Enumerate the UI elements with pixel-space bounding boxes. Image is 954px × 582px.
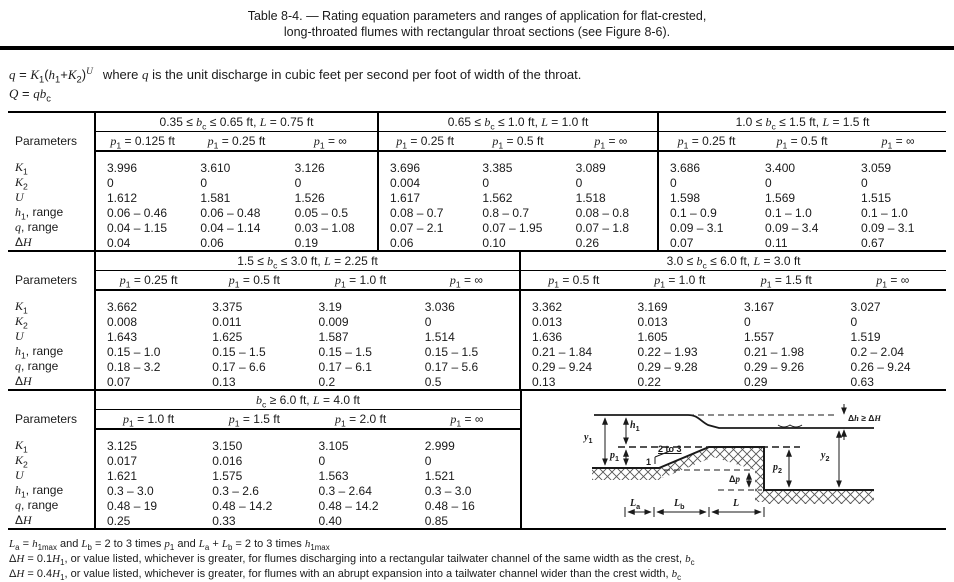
value-cell: 0.09 – 3.1 — [861, 220, 915, 235]
row-label: ΔH — [8, 513, 95, 528]
value-cell: 0.29 — [744, 374, 768, 389]
value-cell: 0 — [200, 175, 208, 190]
value-cell: 0 — [482, 175, 490, 190]
value-cell: 1.518 — [565, 190, 658, 205]
value-cell: 0.17 – 5.6 — [414, 359, 520, 374]
value-cell: 0 — [565, 175, 658, 190]
value-cell: 3.126 — [284, 151, 378, 175]
value-cell: 1.521 — [424, 468, 455, 483]
value-cell: 0.3 – 2.64 — [318, 483, 372, 498]
figure-label-dp: Δp — [729, 474, 740, 484]
table-block-1 — [8, 111, 946, 250]
value-cell: 0.8 – 0.7 — [482, 205, 530, 220]
value-cell: 0 — [107, 175, 114, 190]
value-cell: 0.26 — [565, 235, 658, 250]
row-label: $K_1$ — [8, 151, 95, 175]
row-label: U — [8, 468, 95, 483]
value-cell: 1.557 — [744, 329, 775, 344]
value-cell: 0.48 – 19 — [107, 498, 158, 513]
table-block-2 — [8, 250, 946, 389]
value-cell: 1.636 — [532, 329, 563, 344]
value-cell: 1.643 — [107, 329, 138, 344]
p1-column-header: $p_1 = 1.5$ ft — [201, 410, 307, 430]
value-cell: 1.625 — [212, 329, 243, 344]
p1-column-header: $p_1 = 1.0$ ft — [627, 271, 734, 291]
value-cell: 0.004 — [390, 175, 421, 190]
value-cell: 0.63 — [850, 374, 874, 389]
value-cell: 0.08 – 0.8 — [565, 205, 658, 220]
row-label: $h_1$, range — [8, 205, 95, 220]
row-label: U — [8, 190, 95, 205]
value-cell: 0.17 – 6.6 — [212, 359, 266, 374]
p1-column-header: $p_1$ = ∞ — [565, 132, 658, 152]
value-cell: 1.575 — [212, 468, 243, 483]
value-cell: 1.605 — [637, 329, 668, 344]
value-cell: 0.013 — [532, 314, 563, 329]
figure-label-slope-unit: 1 — [646, 457, 652, 467]
value-cell: 0.29 – 9.24 — [532, 359, 593, 374]
table-title-line1: Table 8-4. — Rating equation parameters and ranges of application for flat-crested, — [247, 9, 707, 23]
value-cell: 0.3 – 3.0 — [424, 483, 472, 498]
p1-column-header: $p_1 = 0.125$ ft — [95, 132, 189, 152]
value-cell: 3.036 — [414, 290, 520, 314]
value-cell: 3.125 — [107, 439, 138, 453]
value-cell: 0.3 – 3.0 — [107, 483, 154, 498]
group-range-header: $0.65 \le b_c \le 1.0$ ft, L = 1.0 ft — [378, 112, 658, 132]
footnote-1: $L_a = h_{1max}$ and $L_b = 2$ to 3 times $p_1$ and $L_a + L_b = 2$ to 3 times $h_{1max}$ — [9, 538, 330, 553]
value-cell: 0.33 — [212, 513, 236, 528]
value-cell: 0.04 — [107, 235, 131, 250]
value-cell: 0.19 — [284, 235, 378, 250]
value-cell: 0.18 – 3.2 — [107, 359, 161, 374]
value-cell: 0.05 – 0.5 — [284, 205, 378, 220]
value-cell: 0.06 – 0.48 — [200, 205, 261, 220]
value-cell: 0.15 – 1.5 — [414, 344, 520, 359]
group-range-header: $0.35 \le b_c \le 0.65$ ft, L = 0.75 ft — [95, 112, 378, 132]
value-cell: 0.017 — [107, 453, 138, 468]
figure-label-h1: $h_1$ — [630, 420, 640, 433]
p1-column-header: $p_1 = 0.25$ ft — [95, 271, 201, 291]
value-cell: 0.06 — [390, 235, 414, 250]
figure-label-lb: $L_b$ — [674, 498, 685, 511]
row-label: q, range — [8, 220, 95, 235]
p1-column-header: $p_1 = 2.0$ ft — [308, 410, 414, 430]
value-cell: 0 — [861, 175, 868, 190]
value-cell: 1.519 — [850, 329, 881, 344]
p1-column-header: $p_1 = 0.25$ ft — [658, 132, 754, 152]
table-title-line2: long-throated flumes with rectangular throat sections (see Figure 8-6). — [283, 25, 671, 39]
figure-label-y1: $y_1$ — [584, 432, 593, 445]
row-label: $h_1$, range — [8, 483, 95, 498]
value-cell: 0.29 – 9.26 — [744, 359, 805, 374]
title-rule — [0, 46, 954, 50]
group-range-header: $3.0 \le b_c \le 6.0$ ft, L = 3.0 ft — [520, 251, 946, 271]
value-cell: 0.06 — [200, 235, 224, 250]
value-cell: 1.526 — [284, 190, 378, 205]
value-cell: 0.07 — [107, 374, 131, 389]
value-cell: 1.587 — [318, 329, 349, 344]
value-cell: 2.999 — [424, 439, 455, 453]
row-label: $K_1$ — [8, 290, 95, 314]
figure-label-p1: $p_1$ — [610, 450, 620, 463]
figure-label-la: $L_a$ — [630, 498, 641, 511]
value-cell: 0 — [318, 453, 326, 468]
value-cell: 3.027 — [850, 300, 881, 314]
value-cell: 0.09 – 3.4 — [765, 220, 819, 235]
value-cell: 0.013 — [637, 314, 668, 329]
value-cell: 0.22 — [637, 374, 661, 389]
value-cell: 3.400 — [765, 161, 796, 175]
value-cell: 0.13 — [212, 374, 236, 389]
value-cell: 3.385 — [482, 161, 513, 175]
value-cell: 0.11 — [765, 235, 788, 250]
value-cell: 3.696 — [390, 161, 421, 175]
value-cell: 3.19 — [318, 300, 342, 314]
parameters-header: Parameters — [8, 391, 95, 429]
table-block-3-grid — [8, 391, 520, 528]
value-cell: 0 — [284, 175, 378, 190]
value-cell: 0.1 – 0.9 — [670, 205, 717, 220]
value-cell: 0.2 — [318, 374, 336, 389]
value-cell: 0.09 – 3.1 — [670, 220, 724, 235]
footnotes — [9, 537, 954, 582]
flume-figure — [520, 391, 946, 528]
value-cell: 0.48 – 14.2 — [318, 498, 379, 513]
value-cell: 0.08 – 0.7 — [390, 205, 444, 220]
footnote-2: $\Delta H = 0.1H_1$, or value listed, whichever is greater, for flumes discharging into a rectangular tailwater channel of the same width as the crest, $b_c$ — [9, 553, 695, 568]
p1-column-header: $p_1 = 1.0$ ft — [95, 410, 201, 430]
equation-line1: $q = K_1(h_1+K_2)^U$ where q is the unit discharge in cubic feet per second per foot of width of the throat. — [9, 66, 582, 85]
value-cell: 1.562 — [482, 190, 513, 205]
value-cell: 0.009 — [318, 314, 349, 329]
value-cell: 0.15 – 1.0 — [107, 344, 161, 359]
value-cell: 1.617 — [390, 190, 421, 205]
row-label: U — [8, 329, 95, 344]
value-cell: 1.598 — [670, 190, 701, 205]
p1-column-header: $p_1$ = ∞ — [414, 271, 520, 291]
row-label: q, range — [8, 359, 95, 374]
value-cell: 3.150 — [212, 439, 243, 453]
figure-label-y2: $y_2$ — [821, 450, 830, 463]
value-cell: 1.515 — [861, 190, 892, 205]
figure-label-slope: 2 to 3 — [658, 444, 682, 454]
value-cell: 3.169 — [637, 300, 668, 314]
value-cell: 0.2 – 2.04 — [850, 344, 904, 359]
value-cell: 0.13 — [532, 374, 556, 389]
figure-label-l: L — [733, 498, 740, 509]
value-cell: 0.48 – 14.2 — [212, 498, 273, 513]
row-label: $K_2$ — [8, 453, 95, 468]
table-block-3 — [8, 389, 946, 530]
value-cell: 0.3 – 2.6 — [212, 483, 259, 498]
group-range-header: $b_c \ge 6.0$ ft, L = 4.0 ft — [95, 391, 520, 410]
value-cell: 0.10 — [482, 235, 506, 250]
p1-column-header: $p_1$ = ∞ — [850, 132, 946, 152]
group-range-header: $1.0 \le b_c \le 1.5$ ft, L = 1.5 ft — [658, 112, 946, 132]
value-cell: 3.662 — [107, 300, 138, 314]
value-cell: 0.85 — [424, 513, 449, 528]
footnote-3: $\Delta H = 0.4H_1$, or value listed, whichever is greater, for flumes with an abrupt expansion into a tailwater channel wider than the crest width, $b_c$ — [9, 568, 682, 582]
value-cell: 0 — [744, 314, 751, 329]
value-cell: 3.375 — [212, 300, 243, 314]
value-cell: 0 — [424, 453, 432, 468]
value-cell: 0.04 – 1.15 — [107, 220, 168, 235]
p1-column-header: $p_1 = 0.5$ ft — [520, 271, 627, 291]
row-label: $K_2$ — [8, 175, 95, 190]
value-cell: 0.1 – 1.0 — [765, 205, 812, 220]
row-label: $K_2$ — [8, 314, 95, 329]
value-cell: 1.621 — [107, 468, 138, 483]
p1-column-header: $p_1 = 0.5$ ft — [471, 132, 564, 152]
value-cell: 0.15 – 1.5 — [318, 344, 372, 359]
p1-column-header: $p_1$ = ∞ — [414, 410, 520, 430]
value-cell: 0 — [850, 314, 858, 329]
value-cell: 0.008 — [107, 314, 138, 329]
parameters-header: Parameters — [8, 112, 95, 151]
value-cell: 0.07 — [670, 235, 694, 250]
value-cell: 3.362 — [532, 300, 563, 314]
parameters-table — [8, 111, 946, 530]
value-cell: 0.21 – 1.98 — [744, 344, 805, 359]
table-title — [0, 0, 954, 40]
value-cell: 3.059 — [861, 161, 892, 175]
value-cell: 0.40 — [318, 513, 342, 528]
value-cell: 3.167 — [744, 300, 775, 314]
value-cell: 0.5 — [414, 374, 520, 389]
value-cell: 1.514 — [414, 329, 520, 344]
value-cell: 0.17 – 6.1 — [318, 359, 372, 374]
p1-column-header: $p_1 = 0.5$ ft — [754, 132, 850, 152]
value-cell: 3.610 — [200, 161, 231, 175]
value-cell: 3.996 — [107, 161, 138, 175]
p1-column-header: $p_1 = 0.25$ ft — [378, 132, 471, 152]
p1-column-header: $p_1 = 1.5$ ft — [733, 271, 840, 291]
value-cell: 0.67 — [861, 235, 885, 250]
value-cell: 0.07 – 2.1 — [390, 220, 444, 235]
value-cell: 0.21 – 1.84 — [532, 344, 593, 359]
value-cell: 0.29 – 9.28 — [637, 359, 698, 374]
value-cell: 0.03 – 1.08 — [284, 220, 378, 235]
value-cell: 0.22 – 1.93 — [637, 344, 698, 359]
p1-column-header: $p_1 = 1.0$ ft — [308, 271, 414, 291]
value-cell: 0.07 – 1.8 — [565, 220, 658, 235]
figure-label-head-loss: Δh ≥ ΔH — [848, 413, 881, 423]
value-cell: 0.04 – 1.14 — [200, 220, 261, 235]
value-cell: 0 — [765, 175, 772, 190]
row-label: ΔH — [8, 235, 95, 250]
value-cell: 0.07 – 1.95 — [482, 220, 543, 235]
p1-column-header: $p_1$ = ∞ — [840, 271, 947, 291]
parameters-header: Parameters — [8, 251, 95, 290]
row-label: $h_1$, range — [8, 344, 95, 359]
value-cell: 0.25 — [107, 513, 131, 528]
value-cell: 0 — [414, 314, 520, 329]
value-cell: 0 — [670, 175, 677, 190]
value-cell: 1.569 — [765, 190, 796, 205]
value-cell: 3.089 — [565, 151, 658, 175]
rating-equation — [9, 65, 954, 103]
value-cell: 1.563 — [318, 468, 349, 483]
p1-column-header: $p_1$ = ∞ — [284, 132, 378, 152]
equation-line2: $Q = qb_c$ — [9, 86, 51, 104]
value-cell: 0.15 – 1.5 — [212, 344, 266, 359]
p1-column-header: $p_1 = 0.25$ ft — [189, 132, 283, 152]
row-label: q, range — [8, 498, 95, 513]
value-cell: 0.48 – 16 — [424, 498, 475, 513]
value-cell: 1.581 — [200, 190, 231, 205]
row-label: $K_1$ — [8, 429, 95, 453]
value-cell: 3.686 — [670, 161, 701, 175]
value-cell: 0.26 – 9.24 — [850, 359, 911, 374]
value-cell: 0.011 — [212, 314, 242, 329]
p1-column-header: $p_1 = 0.5$ ft — [201, 271, 307, 291]
value-cell: 3.105 — [318, 439, 349, 453]
value-cell: 1.612 — [107, 190, 138, 205]
value-cell: 0.1 – 1.0 — [861, 205, 908, 220]
value-cell: 0.06 – 0.46 — [107, 205, 168, 220]
row-label: ΔH — [8, 374, 95, 389]
group-range-header: $1.5 \le b_c \le 3.0$ ft, L = 2.25 ft — [95, 251, 520, 271]
value-cell: 0.016 — [212, 453, 243, 468]
figure-label-p2: $p_2$ — [773, 462, 783, 475]
